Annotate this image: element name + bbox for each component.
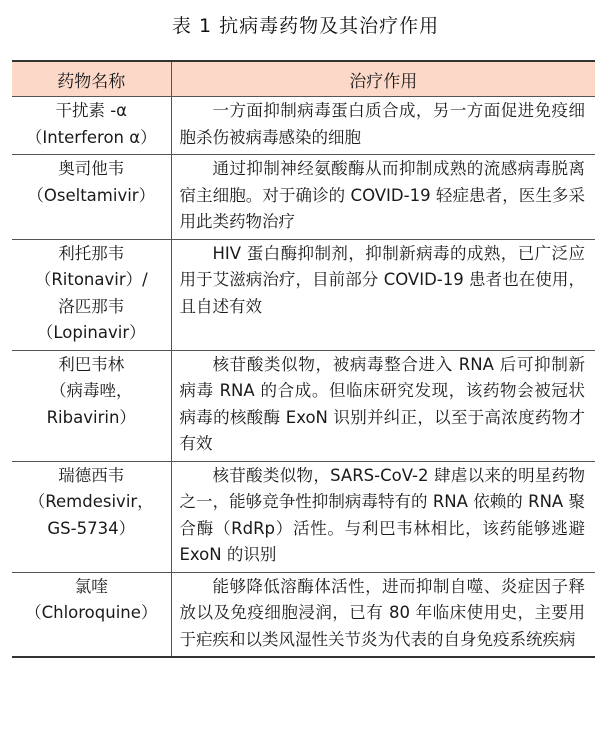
drug-name-line: （Lopinavir） bbox=[36, 323, 146, 342]
table-row bbox=[12, 350, 595, 461]
drug-name-line: （Remdesivir， bbox=[28, 492, 154, 511]
drug-name-cell bbox=[12, 155, 171, 240]
drug-name-line: （Oseltamivir） bbox=[27, 185, 156, 205]
drug-name-line: 利巴韦林 bbox=[58, 354, 125, 374]
antiviral-drug-table bbox=[12, 60, 595, 658]
drug-name-line: （Ritonavir）/ bbox=[34, 270, 148, 289]
table-caption: 表 1 抗病毒药物及其治疗作用 bbox=[171, 15, 440, 37]
table-header-row bbox=[12, 61, 595, 97]
table-row bbox=[12, 155, 595, 240]
drug-name-line: 洛匹那韦 bbox=[58, 296, 125, 316]
drug-name-cell bbox=[12, 461, 171, 572]
drug-name-line: 干扰素 -α bbox=[55, 101, 128, 120]
drug-name-cell bbox=[12, 97, 171, 155]
drug-name-line: （Chloroquine） bbox=[25, 603, 158, 622]
header-therapeutic-effect: 治疗作用 bbox=[171, 61, 595, 97]
drug-name-cell bbox=[12, 350, 171, 461]
table-row bbox=[12, 239, 595, 350]
drug-effect-cell: 一方面抑制病毒蛋白质合成，另一方面促进免疫细胞杀伤被病毒感染的细胞 bbox=[171, 97, 595, 155]
table-row bbox=[12, 572, 595, 657]
drug-effect-cell: 通过抑制神经氨酸酶从而抑制成熟的流感病毒脱离宿主细胞。对于确诊的 COVID-19 轻症患者，医生多采用此类药物治疗 bbox=[171, 155, 595, 240]
table-row bbox=[12, 97, 595, 155]
drug-name-line: （Interferon α） bbox=[25, 127, 157, 147]
drug-effect-cell: 核苷酸类似物，SARS-CoV-2 肆虐以来的明星药物之一，能够竞争性抑制病毒特有的 RNA 依赖的 RNA 聚合酶（RdRp）活性。与利巴韦林相比，该药能够逃避 ExoN 的识别 bbox=[171, 461, 595, 572]
drug-name-line: 氯喹 bbox=[74, 576, 108, 596]
table-row bbox=[12, 461, 595, 572]
drug-name-line: GS-5734） bbox=[47, 518, 136, 538]
drug-name-line: 利托那韦 bbox=[58, 243, 125, 263]
drug-name-line: 瑞德西韦 bbox=[58, 465, 125, 485]
drug-name-cell bbox=[12, 239, 171, 350]
drug-name-cell bbox=[12, 572, 171, 657]
drug-effect-cell: 能够降低溶酶体活性，进而抑制自噬、炎症因子释放以及免疫细胞浸润，已有 80 年临床使用史，主要用于疟疾和以类风湿性关节炎为代表的自身免疫系统疾病 bbox=[171, 572, 595, 657]
drug-name-line: （病毒唑， bbox=[50, 381, 133, 400]
drug-name-line: Ribavirin） bbox=[46, 407, 136, 427]
drug-name-line: 奥司他韦 bbox=[58, 159, 125, 178]
drug-effect-cell: 核苷酸类似物，被病毒整合进入 RNA 后可抑制新病毒 RNA 的合成。但临床研究发现，该药物会被冠状病毒的核酸酶 ExoN 识别并纠正，以至于高浓度药物才有效 bbox=[171, 350, 595, 461]
header-drug-name: 药物名称 bbox=[12, 61, 171, 97]
drug-effect-cell: HIV 蛋白酶抑制剂，抑制新病毒的成熟，已广泛应用于艾滋病治疗，目前部分 COVID-19 患者也在使用，且自述有效 bbox=[171, 239, 595, 350]
